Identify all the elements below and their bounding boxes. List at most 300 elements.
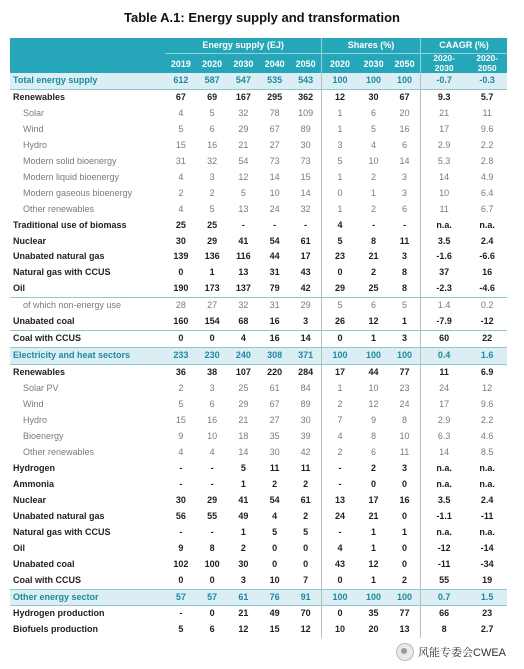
row-value: - (210, 526, 214, 537)
table-title: Table A.1: Energy supply and transformation (124, 10, 400, 25)
row-value: 61 (300, 494, 311, 505)
row-value: 1 (321, 202, 357, 218)
row-value: 67 (269, 399, 280, 410)
row-value: 5 (402, 300, 408, 311)
row-value: 4.6 (480, 430, 494, 441)
row-value: 116 (236, 251, 251, 262)
row-value: 5 (178, 624, 184, 635)
row-value: 3 (209, 171, 215, 182)
row-value: 42 (290, 281, 321, 297)
row-label: Renewables (13, 367, 66, 378)
row-value: 5.7 (480, 91, 494, 102)
row-value: 13 (238, 203, 249, 214)
table-row (10, 170, 507, 186)
row-value: 3 (402, 251, 408, 262)
row-value: 8 (389, 281, 420, 297)
row-value: - (321, 477, 357, 493)
table-row (10, 138, 507, 154)
row-value: 22 (467, 331, 507, 348)
row-value: 44 (269, 251, 280, 262)
row-value: 2.7 (480, 624, 494, 635)
row-value: 6.3 (420, 429, 467, 445)
row-value: 29 (207, 235, 218, 246)
row-value: 9.6 (480, 399, 494, 410)
row-value: 12 (238, 171, 249, 182)
row-label: Nuclear (13, 494, 47, 505)
row-value: 42 (300, 446, 311, 457)
row-value: n.a. (479, 462, 495, 473)
row-value: 44 (368, 367, 379, 378)
row-value: 55 (207, 510, 218, 521)
row-value: 1 (240, 478, 246, 489)
row-value: 0 (178, 267, 184, 278)
row-value: 78 (269, 107, 280, 118)
row-value: 535 (259, 73, 290, 89)
row-value: 3 (402, 462, 408, 473)
row-value: 54 (238, 155, 249, 166)
table-row (10, 218, 507, 234)
row-value: - (372, 219, 376, 230)
row-value: 3 (402, 187, 408, 198)
row-label: Hydrogen (13, 462, 56, 473)
row-value: 6.9 (480, 367, 494, 378)
row-value: 100 (358, 73, 389, 89)
row-value: 2 (371, 171, 377, 182)
row-value: 14 (420, 445, 467, 461)
row-value: 16 (207, 415, 218, 426)
row-label: Hydro (23, 139, 48, 150)
row-value: 1 (358, 573, 389, 589)
row-value: n.a. (420, 525, 467, 541)
row-value: 5 (178, 123, 184, 134)
row-value: 2 (303, 478, 309, 489)
row-value: 6 (371, 300, 377, 311)
row-value: 24 (399, 399, 410, 410)
table-row (10, 557, 507, 573)
row-value: 11 (399, 446, 410, 457)
table-row (10, 298, 507, 314)
watermark (396, 643, 506, 661)
row-value: 137 (228, 281, 259, 297)
row-value: 60 (420, 331, 467, 348)
row-value: 10 (399, 430, 410, 441)
row-label: of which non-energy use (23, 300, 122, 311)
row-value: 20 (368, 624, 379, 635)
row-value: 15 (175, 415, 186, 426)
row-value: 91 (290, 589, 321, 606)
row-value: 23 (399, 383, 410, 394)
row-value: 57 (196, 589, 227, 606)
row-value: 25 (175, 219, 186, 230)
row-value: -7.9 (420, 314, 467, 330)
row-value: 32 (300, 203, 311, 214)
row-value: n.a. (479, 526, 495, 537)
row-value: 6 (402, 203, 408, 214)
row-value: 0 (402, 558, 408, 569)
row-value: 66 (420, 606, 467, 622)
row-label: Unabated coal (13, 558, 75, 569)
row-value: 295 (267, 91, 283, 102)
row-value: -14 (480, 542, 494, 553)
header-caagr-part: 2020- (476, 53, 499, 63)
row-value: -6.6 (479, 251, 495, 262)
row-value: 10 (368, 383, 379, 394)
row-value: 30 (175, 494, 186, 505)
row-value: 9 (371, 415, 377, 426)
row-value: 14 (300, 187, 311, 198)
header-caagr-part: 2050 (477, 62, 497, 73)
row-value: 154 (196, 314, 227, 330)
row-value: 8 (402, 415, 408, 426)
row-label: Biofuels production (13, 624, 98, 635)
table-row (10, 186, 507, 202)
row-value: 2.2 (480, 415, 494, 426)
row-value: 5.3 (420, 154, 467, 170)
row-value: 41 (238, 494, 249, 505)
row-value: 76 (259, 589, 290, 606)
row-value: 100 (321, 73, 357, 89)
row-value: -1.1 (420, 509, 467, 525)
row-value: 1 (321, 106, 357, 122)
table-row (10, 541, 507, 557)
row-value: 70 (300, 608, 311, 619)
row-value: n.a. (420, 218, 467, 234)
header-year: 2019 (165, 54, 196, 74)
row-value: 55 (420, 573, 467, 589)
row-value: 543 (290, 73, 321, 89)
row-value: 0 (321, 573, 357, 589)
row-value: 29 (238, 399, 249, 410)
row-value: 79 (259, 281, 290, 297)
row-value: 190 (165, 281, 196, 297)
row-value: 6 (402, 139, 408, 150)
row-value: 2 (321, 445, 357, 461)
row-value: 73 (300, 155, 311, 166)
header-year: 2030 (358, 54, 389, 74)
row-value: 109 (298, 107, 314, 118)
row-value: - (273, 219, 277, 230)
row-value: 1 (321, 170, 357, 186)
row-value: 61 (228, 589, 259, 606)
row-value: 30 (238, 558, 249, 569)
row-value: 3 (321, 138, 357, 154)
row-value: n.a. (479, 219, 495, 230)
row-value: 11 (399, 235, 410, 246)
row-value: 6 (371, 446, 377, 457)
row-value: 3 (402, 171, 408, 182)
row-value: 7 (290, 573, 321, 589)
table-row (10, 429, 507, 445)
row-value: 0 (272, 542, 278, 553)
table-row (10, 477, 507, 493)
row-value: 8.5 (480, 446, 494, 457)
row-value: 4.9 (480, 171, 494, 182)
row-value: 0 (321, 265, 357, 281)
row-value: 3 (389, 331, 420, 348)
row-value: 15 (269, 624, 280, 635)
row-value: 29 (207, 494, 218, 505)
row-value: 0 (303, 542, 309, 553)
row-value: 5 (321, 234, 357, 250)
header-group-row (10, 38, 507, 54)
row-value: 2.4 (480, 235, 494, 246)
row-value: 0 (371, 478, 377, 489)
row-value: 2.8 (480, 155, 494, 166)
row-value: 107 (235, 367, 251, 378)
row-value: 31 (175, 155, 186, 166)
row-value: 9 (178, 542, 184, 553)
row-value: 56 (175, 510, 186, 521)
row-value: 2.2 (480, 139, 494, 150)
row-value: 1.4 (420, 298, 467, 314)
row-value: 587 (196, 73, 227, 89)
row-value: 5 (178, 399, 184, 410)
row-value: 32 (207, 155, 218, 166)
row-label: Nuclear (13, 235, 47, 246)
row-value: 1 (371, 526, 377, 537)
header-caagr-part: 2020- (433, 53, 455, 63)
row-value: - (403, 219, 407, 230)
row-value: 17 (420, 397, 467, 413)
row-value: - (179, 608, 183, 619)
row-label: Coal with CCUS (10, 331, 165, 348)
watermark-text: 风能专委会CWEA (418, 647, 506, 659)
header-year: 2030 (228, 54, 259, 74)
row-value: 4 (321, 429, 357, 445)
row-value: 6.7 (480, 203, 494, 214)
row-value: 21 (238, 139, 249, 150)
table-row (10, 331, 507, 348)
row-value: 0 (321, 186, 357, 202)
row-label: Solar (23, 107, 45, 118)
row-value: 19 (467, 573, 507, 589)
row-value: 39 (300, 430, 311, 441)
row-value: - (210, 478, 214, 489)
row-value: 100 (389, 73, 420, 89)
row-value: 100 (389, 589, 420, 606)
row-value: 15 (175, 139, 186, 150)
row-value: -12 (420, 541, 467, 557)
row-value: 0 (272, 558, 278, 569)
row-label: Bioenergy (23, 430, 64, 441)
row-value: 2 (209, 187, 215, 198)
row-value: 73 (269, 155, 280, 166)
row-value: 1 (358, 331, 389, 348)
row-label: Total energy supply (10, 73, 165, 89)
row-value: 13 (399, 624, 410, 635)
header-caagr-part: 2030 (434, 62, 454, 73)
row-value: 24 (321, 509, 357, 525)
row-label: Ammonia (13, 478, 55, 489)
row-value: 1 (240, 526, 246, 537)
row-value: 362 (298, 91, 314, 102)
row-value: 10 (259, 573, 290, 589)
row-value: 2 (272, 478, 278, 489)
table-row (10, 73, 507, 89)
row-value: - (304, 219, 308, 230)
table-row (10, 202, 507, 218)
row-value: 10 (368, 155, 379, 166)
row-value: 20 (399, 107, 410, 118)
row-value: 16 (259, 314, 290, 330)
table-row (10, 365, 507, 381)
row-value: 4 (228, 331, 259, 348)
row-value: 3.5 (420, 234, 467, 250)
table-row (10, 606, 507, 622)
row-value: 0.2 (480, 300, 494, 311)
row-value: 35 (368, 608, 379, 619)
row-value: 30 (300, 139, 311, 150)
row-value: 11 (420, 202, 467, 218)
row-label: Wind (23, 399, 44, 410)
row-value: 13 (321, 493, 357, 509)
row-value: 230 (196, 348, 227, 365)
row-value: 54 (269, 235, 280, 246)
row-value: 61 (300, 235, 311, 246)
row-value: 49 (269, 608, 280, 619)
row-value: 4 (371, 139, 377, 150)
row-value: 11 (300, 462, 311, 473)
row-value: 32 (238, 107, 249, 118)
row-value: -11 (480, 510, 494, 521)
row-value: - (321, 461, 357, 477)
row-value: 2 (303, 510, 309, 521)
row-value: 1 (389, 314, 420, 330)
row-value: 12 (238, 624, 249, 635)
row-value: 12 (368, 399, 379, 410)
row-value: 2 (389, 573, 420, 589)
row-value: 12 (358, 314, 389, 330)
row-value: 27 (207, 300, 218, 311)
row-value: 21 (238, 608, 249, 619)
row-value: 89 (300, 399, 311, 410)
row-value: 32 (238, 300, 249, 311)
row-value: 4 (178, 171, 184, 182)
row-value: - (321, 525, 357, 541)
row-value: -34 (480, 558, 494, 569)
row-value: 100 (204, 558, 220, 569)
header-year: 2020 (321, 54, 357, 74)
row-value: 9.6 (480, 123, 494, 134)
row-value: 2 (178, 187, 184, 198)
row-value: 29 (300, 300, 311, 311)
row-value: 0 (402, 478, 408, 489)
row-value: 0 (209, 608, 215, 619)
table-row (10, 573, 507, 589)
row-value: 69 (207, 91, 218, 102)
row-value: 43 (321, 557, 357, 573)
row-value: -4.6 (467, 281, 507, 297)
row-value: 29 (238, 123, 249, 134)
row-value: 31 (269, 267, 280, 278)
row-label: Natural gas with CCUS (13, 267, 111, 278)
row-value: 0 (303, 558, 309, 569)
row-value: 136 (204, 251, 220, 262)
row-label: Modern liquid bioenergy (23, 171, 120, 182)
row-value: 16 (399, 123, 410, 134)
row-value: 23 (482, 608, 493, 619)
row-value: 13 (238, 267, 249, 278)
header-blank (10, 38, 165, 54)
row-value: 2 (178, 383, 184, 394)
row-label: Modern gaseous bioenergy (23, 187, 133, 198)
row-value: 4 (178, 446, 184, 457)
row-value: 14 (399, 155, 410, 166)
row-value: 17 (368, 494, 379, 505)
energy-supply-table (10, 38, 507, 638)
row-value: 0 (402, 510, 408, 521)
row-label: Traditional use of biomass (13, 219, 127, 230)
row-value: -12 (467, 314, 507, 330)
row-label: Hydro (23, 415, 48, 426)
row-value: 49 (238, 510, 249, 521)
row-value: 100 (321, 348, 357, 365)
row-value: 26 (321, 314, 357, 330)
table-row (10, 249, 507, 265)
row-value: 100 (321, 589, 357, 606)
row-value: 5 (321, 298, 357, 314)
row-value: 1 (371, 187, 377, 198)
row-value: 36 (175, 367, 186, 378)
header-caagr (420, 54, 467, 74)
table-row (10, 89, 507, 105)
row-value: 308 (259, 348, 290, 365)
row-value: 1.6 (467, 348, 507, 365)
row-value: 16 (207, 139, 218, 150)
header-year: 2040 (259, 54, 290, 74)
row-value: - (179, 526, 183, 537)
row-value: 6 (209, 624, 215, 635)
row-value: 5 (272, 526, 278, 537)
row-value: 14 (238, 446, 249, 457)
row-value: 3.5 (420, 493, 467, 509)
row-value: 5 (371, 123, 377, 134)
row-value: 100 (358, 589, 389, 606)
row-value: 5 (209, 203, 215, 214)
row-value: n.a. (479, 478, 495, 489)
row-value: 16 (482, 267, 493, 278)
header-blank (10, 54, 165, 74)
row-label: Oil (13, 542, 26, 553)
row-value: 21 (238, 415, 249, 426)
row-value: 6 (209, 123, 215, 134)
row-value: 89 (300, 123, 311, 134)
row-value: 139 (173, 251, 189, 262)
row-value: 102 (173, 558, 189, 569)
row-value: 0 (196, 331, 227, 348)
table-row (10, 348, 507, 365)
row-value: - (210, 462, 214, 473)
row-value: 2.9 (420, 413, 467, 429)
row-value: 14 (420, 170, 467, 186)
header-year: 2020 (196, 54, 227, 74)
row-value: 25 (238, 383, 249, 394)
row-value: 11 (482, 107, 492, 118)
row-value: 12 (482, 383, 493, 394)
row-value: 25 (207, 219, 218, 230)
row-value: 30 (269, 446, 280, 457)
row-value: 30 (368, 91, 379, 102)
row-value: 5 (240, 187, 246, 198)
row-value: 27 (269, 139, 280, 150)
row-value: 37 (420, 265, 467, 281)
row-value: 160 (165, 314, 196, 330)
row-value: 12 (300, 624, 311, 635)
row-value: 0.7 (420, 589, 467, 606)
row-label: Coal with CCUS (10, 573, 165, 589)
row-label: Other energy sector (10, 589, 165, 606)
row-value: 2 (240, 542, 246, 553)
